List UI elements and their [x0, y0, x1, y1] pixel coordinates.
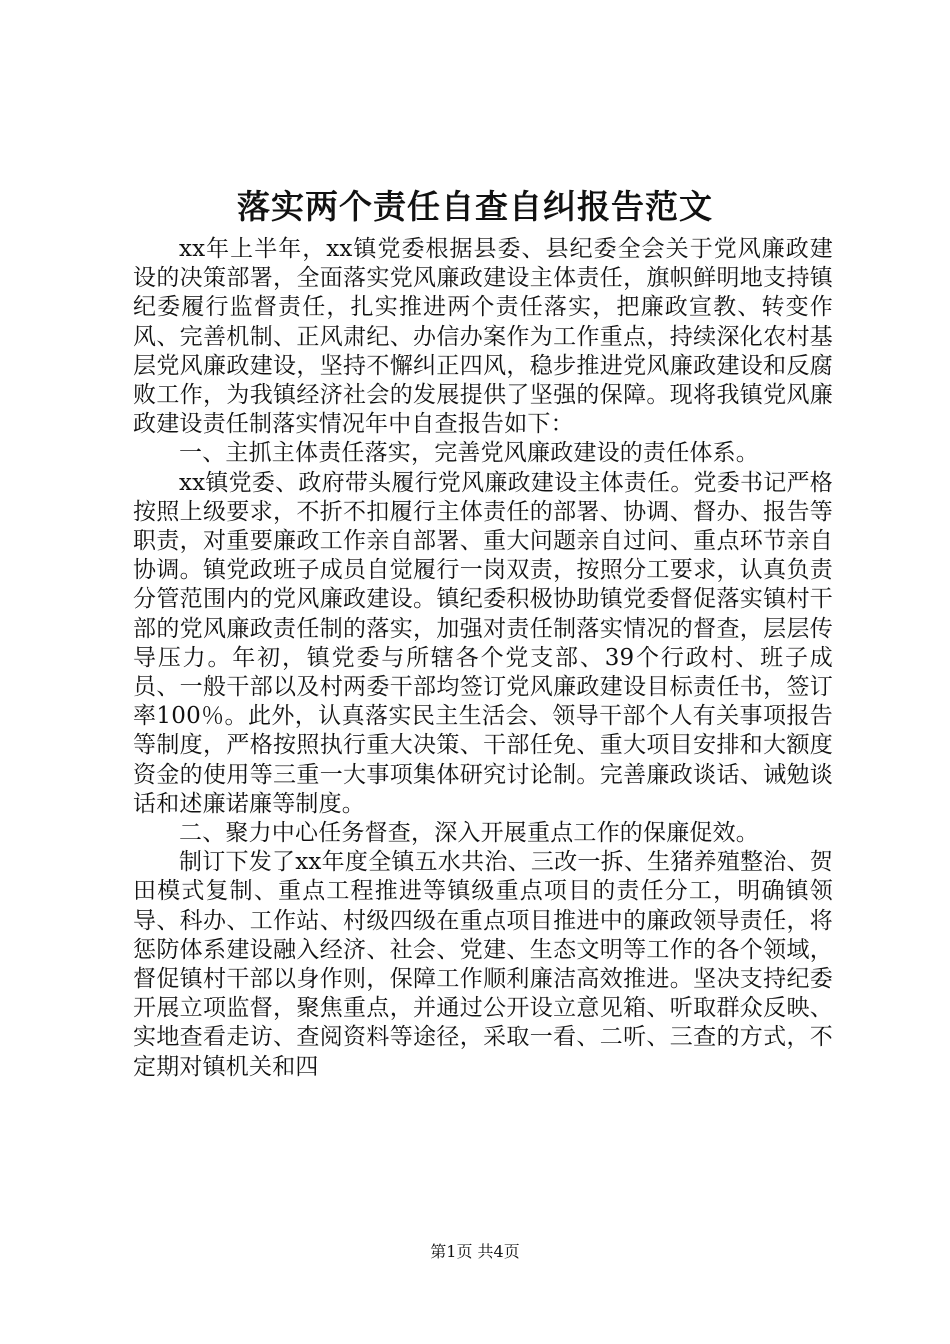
- document-body: [133, 235, 833, 1082]
- page-footer: 第1页 共4页: [430, 1242, 520, 1261]
- paragraph-section-2: 制订下发了xx年度全镇五水共治、三改一拆、生猪养殖整治、贺田模式复制、重点工程推进等镇级重点项目的责任分工，明确镇领导、科办、工作站、村级四级在重点项目推进中的廉政领导责任，将惩防体系建设融入经济、社会、党建、生态文明等工作的各个领域，督促镇村干部以身作则，保障工作顺利廉洁高效推进。坚决支持纪委开展立项监督，聚焦重点，并通过公开设立意见箱、听取群众反映、实地查看走访、查阅资料等途径，采取一看、二听、三查的方式，不定期对镇机关和四: [133, 849, 833, 1080]
- paragraph-intro: xx年上半年，xx镇党委根据县委、县纪委全会关于党风廉政建设的决策部署，全面落实党风廉政建设主体责任，旗帜鲜明地支持镇纪委履行监督责任，扎实推进两个责任落实，把廉政宣教、转变作风、完善机制、正风肃纪、办信办案作为工作重点，持续深化农村基层党风廉政建设，坚持不懈纠正四风，稳步推进党风廉政建设和反腐败工作，为我镇经济社会的发展提供了坚强的保障。现将我镇党风廉政建设责任制落实情况年中自查报告如下：: [133, 236, 833, 438]
- section-heading-1: 一、主抓主体责任落实，完善党风廉政建设的责任体系。: [179, 440, 759, 467]
- document-title: 落实两个责任自查自纠报告范文: [237, 187, 713, 226]
- paragraph-section-1: xx镇党委、政府带头履行党风廉政建设主体责任。党委书记严格按照上级要求，不折不扣履行主体责任的部署、协调、督办、报告等职责，对重要廉政工作亲自部署、重大问题亲自过问、重点环节亲自协调。镇党政班子成员自觉履行一岗双责，按照分工要求，认真负责分管范围内的党风廉政建设。镇纪委积极协助镇党委督促落实镇村干部的党风廉政责任制的落实，加强对责任制落实情况的督查，层层传导压力。年初，镇党委与所辖各个党支部、39个行政村、班子成员、一般干部以及村两委干部均签订党风廉政建设目标责任书，签订率100％。此外，认真落实民主生活会、领导干部个人有关事项报告等制度，严格按照执行重大决策、干部任免、重大项目安排和大额度资金的使用等三重一大事项集体研究讨论制。完善廉政谈话、诫勉谈话和述廉诺廉等制度。: [133, 469, 833, 817]
- section-heading-2: 二、聚力中心任务督查，深入开展重点工作的保廉促效。: [179, 820, 759, 847]
